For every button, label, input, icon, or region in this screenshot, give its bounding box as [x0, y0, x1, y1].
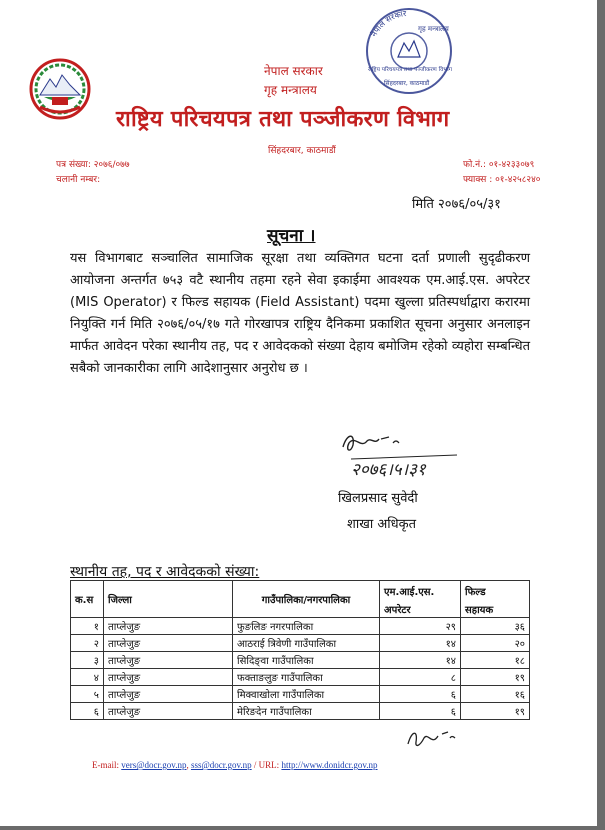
applicants-table [70, 580, 530, 720]
col-header-mis-line1: एम.आई.एस. [380, 581, 461, 602]
row-field-count-cell: १६ [461, 686, 530, 703]
office-address: सिंहदरबार, काठमाडौं [268, 146, 336, 156]
col-header-district: जिल्ला [104, 581, 233, 618]
row-municipality-cell: फुङलिङ नगरपालिका [233, 618, 380, 635]
table-heading: स्थानीय तह, पद र आवेदकको संख्या: [70, 564, 260, 580]
row-mis-count-cell: ८ [380, 669, 461, 686]
stamp-text-3: राष्ट्रिय परिचयपत्र तथा पञ्जीकरण विभाग [368, 67, 449, 73]
reference-number: पत्र संख्या: २०७६/०७७ [56, 160, 130, 170]
row-field-count-cell: १९ [461, 669, 530, 686]
notice-body: यस विभागबाट सञ्चालित सामाजिक सूरक्षा तथा व्यक्तिगत घटना दर्ता प्रणाली सुदृढीकरण आयोजना अन्तर्गत ७५३ वटै स्थानीय तहमा रहने सेवा इकाईमा आवश्यक एम.आई.एस. अपरेटर (MIS Operator) र फिल्ड सहायक (Field Assistant) पदमा खुल्ला प्रतिस्पर्धाद्वारा करारमा नियुक्ति गर्न मिति २०७६/०५/१७ गते गोरखापत्र राष्ट्रिय दैनिकमा प्रकाशित सूचना अनुसार अनलाइन मार्फत आवेदन परेका स्थानीय तह, पद र आवेदकको संख्या देहाय बमोजिम रहेको व्यहोरा सम्बन्धित सबैको जानकारीका लागि आदेशानुसार अनुरोध छ । [70, 251, 530, 376]
ministry-name: गृह मन्त्रालय [264, 83, 317, 97]
row-district-cell: ताप्लेजुङ [104, 652, 233, 669]
stamp-arc-text: नेपाल सरकार [369, 9, 407, 39]
table-row [71, 669, 530, 686]
row-district-cell: ताप्लेजुङ [104, 703, 233, 720]
row-sn-cell: ३ [71, 652, 104, 669]
table-row [71, 703, 530, 720]
fax-number: फ्याक्स : ०१-४२५८२४० [463, 175, 541, 185]
dispatch-number: चलानी नम्बर: [56, 175, 101, 185]
footer-contacts [92, 760, 378, 770]
stamp-text-4: सिंहदरबार, काठमाडौं [384, 80, 430, 87]
row-district-cell: ताप्लेजुङ [104, 635, 233, 652]
row-sn-cell: ४ [71, 669, 104, 686]
officer-signature [337, 429, 467, 481]
row-field-count-cell: २० [461, 635, 530, 652]
table-row [71, 652, 530, 669]
row-mis-count-cell: ६ [380, 703, 461, 720]
row-field-count-cell: १८ [461, 652, 530, 669]
row-sn-cell: २ [71, 635, 104, 652]
initials-signature [404, 724, 464, 752]
nepal-emblem-icon [28, 57, 92, 121]
row-mis-count-cell: ६ [380, 686, 461, 703]
officer-name: खिलप्रसाद सुवेदी [338, 491, 418, 506]
website-link[interactable]: http://www.donidcr.gov.np [281, 760, 378, 770]
gov-name: नेपाल सरकार [264, 64, 323, 78]
row-field-count-cell: ३६ [461, 618, 530, 635]
phone-number: फो.नं.: ०१-४२३३०७९ [463, 160, 535, 170]
col-header-municipality: गाउँपालिका/नगरपालिका [233, 581, 380, 618]
office-stamp [362, 5, 456, 97]
row-municipality-cell: आठराई त्रिवेणी गाउँपालिका [233, 635, 380, 652]
email-link-sss[interactable]: sss@docr.gov.np [190, 760, 252, 770]
email-link-vers[interactable]: vers@docr.gov.np [121, 760, 187, 770]
row-municipality-cell: फक्ताङलुङ गाउँपालिका [233, 669, 380, 686]
row-field-count-cell: १९ [461, 703, 530, 720]
row-municipality-cell: मिक्वाखोला गाउँपालिका [233, 686, 380, 703]
row-municipality-cell: मेरिङदेन गाउँपालिका [233, 703, 380, 720]
table-row [71, 618, 530, 635]
row-sn-cell: ५ [71, 686, 104, 703]
officer-title: शाखा अधिकृत [347, 517, 417, 532]
row-district-cell: ताप्लेजुङ [104, 618, 233, 635]
col-header-mis-line2: अपरेटर [380, 601, 461, 618]
row-district-cell: ताप्लेजुङ [104, 669, 233, 686]
row-mis-count-cell: २९ [380, 618, 461, 635]
row-mis-count-cell: १४ [380, 635, 461, 652]
notice-title: सूचना । [267, 226, 316, 246]
footer-separator: , [186, 760, 189, 770]
col-header-field-line2: सहायक [461, 601, 530, 618]
footer-email-label: E-mail: [92, 760, 119, 770]
col-header-sn: क.स [71, 581, 104, 618]
row-sn-cell: ६ [71, 703, 104, 720]
row-sn-cell: १ [71, 618, 104, 635]
col-header-field-line1: फिल्ड [461, 581, 530, 602]
notice-date: मिति २०७६/०५/३१ [412, 197, 501, 212]
footer-url-label: / URL: [253, 760, 280, 770]
department-title: राष्ट्रिय परिचयपत्र तथा पञ्जीकरण विभाग [116, 107, 450, 132]
signature-date: २०७६।५।३१ [351, 460, 426, 480]
table-row [71, 635, 530, 652]
row-district-cell: ताप्लेजुङ [104, 686, 233, 703]
row-municipality-cell: सिदिङ्वा गाउँपालिका [233, 652, 380, 669]
stamp-text-2: गृह मन्त्रालय [418, 25, 449, 33]
row-mis-count-cell: १४ [380, 652, 461, 669]
table-row [71, 686, 530, 703]
